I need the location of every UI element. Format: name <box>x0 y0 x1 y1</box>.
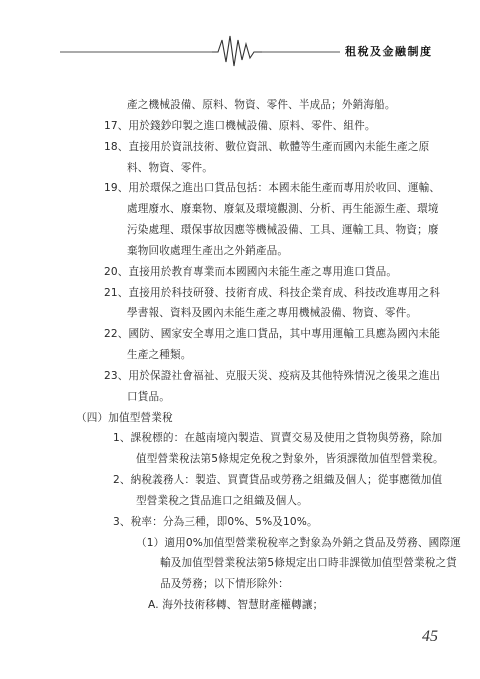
list-item-1: 1、課稅標的：在越南境內製造、買賣交易及使用之貨物與勞務，除加 <box>113 432 443 444</box>
text-line: 料、物資、零件。 <box>127 162 213 174</box>
text-line: 處理廢水、廢棄物、廢氣及環境觀測、分析、再生能源生產、環境 <box>127 203 439 215</box>
page-header <box>0 0 480 70</box>
list-item-18: 18、直接用於資訊技術、數位資訊、軟體等生產而國內未能生產之原 <box>104 141 430 153</box>
list-item-23: 23、用於保證社會福祉、克服天災、疫病及其他特殊情況之後果之進出 <box>104 370 441 382</box>
list-item-3: 3、稅率：分為三種，即0%、5%及10%。 <box>113 516 318 528</box>
text-line: 輸及加值型營業稅法第5條規定出口時非課徵加值型營業稅之貨 <box>160 557 457 569</box>
sub-item-1: （1）適用0%加值型營業稅稅率之對象為外銷之貨品及勞務、國際運 <box>136 537 461 549</box>
text-line: 值型營業稅法第5條規定免稅之對象外，皆須課徵加值型營業稅。 <box>136 453 444 465</box>
text-line: 學書報、資料及國內未能生產之專用機械設備、物資、零件。 <box>127 307 418 319</box>
list-item-17: 17、用於錢鈔印製之進口機械設備、原料、零件、組件。 <box>104 120 376 132</box>
page-number: 45 <box>422 628 438 645</box>
section-heading: （四）加值型營業稅 <box>76 412 173 424</box>
text-line: 生產之種類。 <box>127 349 192 361</box>
list-item-19: 19、用於環保之進出口貨品包括：本國未能生產而專用於收回、運輸、 <box>104 182 441 194</box>
text-line: 污染處理、環保事故因應等機械設備、工具、運輸工具、物資；廢 <box>127 224 439 236</box>
text-line: 型營業稅之貨品進口之組織及個人。 <box>136 495 308 507</box>
list-item-22: 22、國防、國家安全專用之進口貨品，其中專用運輸工具應為國內未能 <box>104 328 441 340</box>
list-item-21: 21、直接用於科技研發、技術育成、科技企業育成、科技改進專用之科 <box>104 287 441 299</box>
text-line: 產之機械設備、原料、物資、零件、半成品；外銷海船。 <box>127 99 396 111</box>
running-header-title: 租稅及金融制度 <box>345 45 433 58</box>
text-line: 口貨品。 <box>127 391 170 403</box>
list-item-2: 2、納稅義務人：製造、買賣貨品或勞務之組織及個人；從事應徵加值 <box>113 474 443 486</box>
text-line: 棄物回收處理生產出之外銷產品。 <box>127 245 289 257</box>
heartbeat-rule-icon <box>0 0 480 70</box>
text-line: 品及勞務；以下情形除外： <box>160 578 289 590</box>
list-item-20: 20、直接用於教育專業而本國國內未能生產之專用進口貨品。 <box>104 266 398 278</box>
sub-item-a: A. 海外技術移轉、智慧財產權轉讓； <box>148 599 324 611</box>
